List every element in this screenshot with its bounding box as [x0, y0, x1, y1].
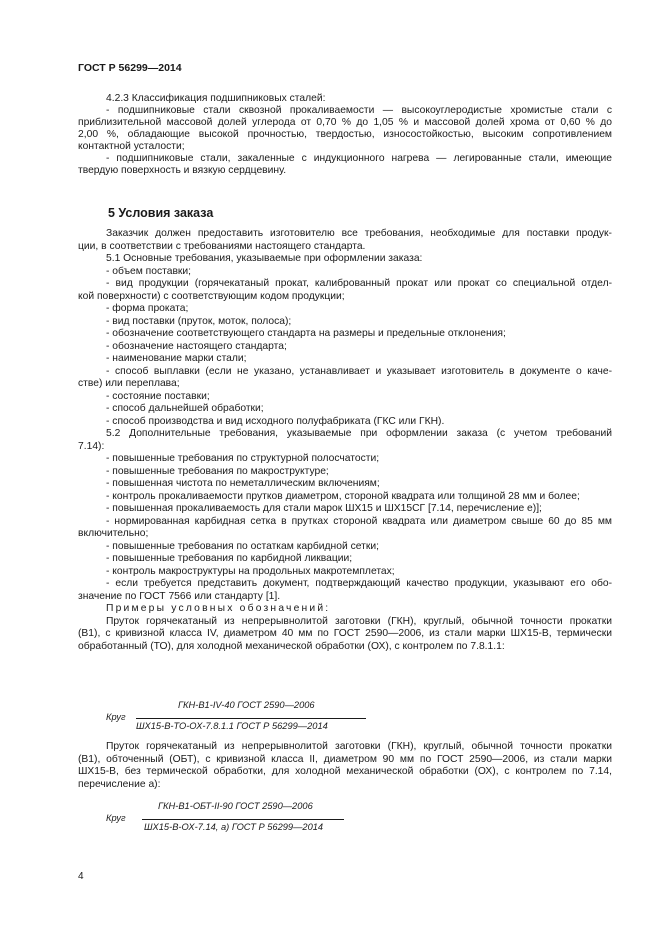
paragraph-line: Пруток горячекатаный из непрерывнолитой заготовки (ГКН), круглый, обычной точности прокатки: [106, 615, 612, 627]
paragraph-line: 2,00 %, обладающие высокой прочностью, твердостью, износостойкостью, высоким сопротивлением: [78, 129, 612, 140]
list-item: - вид поставки (пруток, моток, полоса);: [106, 315, 292, 327]
list-item: - вид продукции (горячекатаный прокат, калиброванный прокат или прокат со специальной отдел-: [106, 278, 612, 289]
fraction-bar: [136, 718, 366, 719]
paragraph-line: обработанный (ТО), для холодной механической обработки (ОХ), с контролем по 7.8.1.1:: [78, 640, 505, 652]
paragraph-line: Пруток горячекатаный из непрерывнолитой заготовки (ГКН), круглый, обычной точности прокатки: [106, 741, 612, 752]
list-item: - повышенная чистота по неметаллическим включениям;: [106, 478, 380, 489]
list-item: стве) или переплава;: [78, 378, 180, 389]
designation-label: Круг: [106, 712, 126, 722]
designation-denominator: ШХ15-В-ОХ-7.14, а) ГОСТ Р 56299—2014: [144, 822, 324, 832]
list-item: - форма проката;: [106, 303, 189, 314]
document-header: ГОСТ Р 56299—2014: [78, 62, 182, 74]
list-item: - повышенные требования по структурной полосчатости;: [106, 453, 380, 464]
fraction-bar: [142, 819, 344, 820]
paragraph-line: Заказчик должен предоставить изготовителю все требования, необходимые для поставки продук-: [106, 228, 612, 239]
paragraph-line: контактной усталости;: [78, 141, 185, 152]
paragraph-line: - подшипниковые стали сквозной прокаливаемости — высокоуглеродистые хромистые стали с: [106, 105, 612, 116]
examples-heading: Примеры условных обозначений:: [106, 603, 331, 614]
list-item: - обозначение настоящего стандарта;: [106, 340, 287, 352]
paragraph-line: (В1), с кривизной класса IV, диаметром 40 мм по ГОСТ 2590—2006, из стали марки ШХ15-В, термически: [78, 628, 612, 639]
paragraph-line: 7.14):: [78, 440, 105, 452]
paragraph-line: - подшипниковые стали, закаленные с индукционного нагрева — легированные стали, имеющие: [106, 153, 612, 164]
list-item: - нормированная карбидная сетка в прутках стороной квадрата или диаметром свыше 60 до 85 мм: [106, 515, 612, 527]
list-item: включительно;: [78, 528, 149, 539]
list-item: - состояние поставки;: [106, 390, 210, 402]
page-number: 4: [78, 871, 84, 882]
list-item: значение по ГОСТ 7566 или стандарту [1].: [78, 590, 281, 602]
list-item: - повышенные требования по карбидной ликвации;: [106, 553, 353, 564]
list-item: кой поверхности) с соответствующим кодом продукции;: [78, 290, 345, 302]
list-item: - если требуется представить документ, подтверждающий качество продукции, указывают его обо-: [106, 578, 612, 589]
list-item: - повышенные требования по макроструктуре;: [106, 465, 329, 477]
list-item: - обозначение соответствующего стандарта на размеры и предельные отклонения;: [106, 328, 506, 339]
list-item: - повышенные требования по остаткам карбидной сетки;: [106, 540, 379, 552]
list-item: - способ дальнейшей обработки;: [106, 403, 264, 414]
designation-example-2: [106, 801, 366, 837]
designation-example-1: [106, 700, 366, 736]
list-item: - объем поставки;: [106, 265, 192, 277]
paragraph-line: приблизительной массовой долей углерода от 0,70 % до 1,05 % и массовой долей хрома от 0,60 % до: [78, 117, 612, 128]
paragraph-line: ШХ15-В, без термической обработки, для холодной механической обработки (ОХ), с контролем по 7.14,: [78, 766, 612, 777]
list-item: - повышенная прокаливаемость для стали марок ШХ15 и ШХ15СГ [7.14, перечисление е)];: [106, 503, 542, 514]
paragraph-line: 4.2.3 Классификация подшипниковых сталей:: [106, 93, 326, 104]
paragraph-line: (В1), обточенный (ОБТ), с кривизной класса II, диаметром 90 мм по ГОСТ 2590—2006, из стали марки: [78, 753, 612, 765]
section-title: 5 Условия заказа: [108, 206, 214, 220]
designation-numerator: ГКН-В1-IV-40 ГОСТ 2590—2006: [178, 700, 315, 710]
paragraph-line: ции, в соответствии с требованиями настоящего стандарта.: [78, 240, 366, 252]
paragraph-line: твердую поверхность и вязкую сердцевину.: [78, 165, 287, 176]
list-item: - способ выплавки (если не указано, устанавливает и указывает изготовитель в документе о каче-: [106, 365, 612, 377]
designation-label: Круг: [106, 813, 126, 823]
designation-numerator: ГКН-В1-ОБТ-II-90 ГОСТ 2590—2006: [158, 801, 313, 811]
paragraph-line: 5.1 Основные требования, указываемые при оформлении заказа:: [106, 253, 423, 264]
designation-denominator: ШХ15-В-ТО-ОХ-7.8.1.1 ГОСТ Р 56299—2014: [136, 721, 328, 731]
list-item: - способ производства и вид исходного полуфабриката (ГКС или ГКН).: [106, 415, 445, 427]
list-item: - наименование марки стали;: [106, 353, 247, 364]
paragraph-line: перечисление а):: [78, 778, 161, 790]
paragraph-line: 5.2 Дополнительные требования, указываемые при оформлении заказа (с учетом требований: [106, 428, 612, 439]
list-item: - контроль прокаливаемости прутков диаметром, стороной квадрата или толщиной 28 мм и более;: [106, 490, 580, 502]
list-item: - контроль макроструктуры на продольных макротемплетах;: [106, 565, 395, 577]
